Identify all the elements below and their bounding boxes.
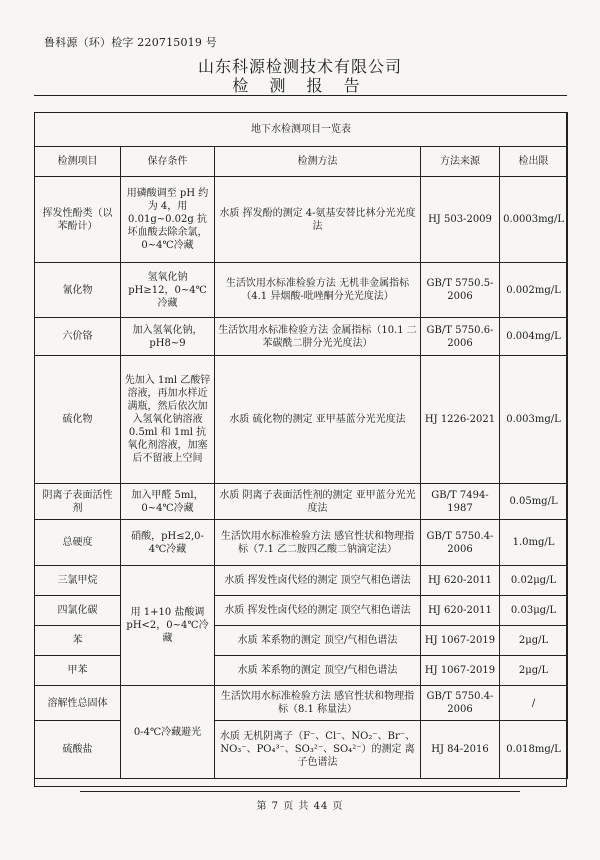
item-cell: 硫化物 [35,356,121,484]
source-cell: HJ 1226-2021 [421,356,500,484]
company-name: 山东科源检测技术有限公司 [197,57,402,76]
table-caption: 地下水检测项目一览表 [35,113,568,147]
method-cell: 生活饮用水标准检验方法 感官性状和物理指标（8.1 称量法） [215,686,421,721]
source-cell: HJ 503-2009 [421,177,500,263]
condition-cell: 用磷酸调至 pH 约为 4，用 0.01g~0.02g 抗坏血酸去除余氯，0~4℃冷藏 [121,177,215,263]
method-cell: 水质 无机阴离子（F⁻、Cl⁻、NO₂⁻、Br⁻、NO₃⁻、PO₄³⁻、SO₃²⁻、SO₄²⁻）的测定 离子色谱法 [215,721,421,779]
table-row [35,626,568,656]
limit-cell: 0.004mg/L [500,318,568,356]
col-header-source: 方法来源 [421,147,500,177]
table-row [35,356,568,484]
limit-cell: 2μg/L [500,656,568,686]
condition-cell: 加入甲醛 5ml，0~4℃冷藏 [121,484,215,520]
method-cell: 水质 阴离子表面活性剂的测定 亚甲蓝分光光度法 [215,484,421,520]
source-cell: GB/T 5750.4-2006 [421,686,500,721]
limit-cell: 2μg/L [500,626,568,656]
condition-cell-merged: 0-4℃冷藏避光 [121,686,215,779]
table-row [35,520,568,566]
source-cell: HJ 1067-2019 [421,626,500,656]
col-header-item: 检测项目 [35,147,121,177]
table-row [35,263,568,318]
source-cell: GB/T 7494-1987 [421,484,500,520]
item-cell: 四氯化碳 [35,596,121,626]
source-cell: HJ 1067-2019 [421,656,500,686]
test-items-table [34,112,568,779]
table-header-row [35,147,568,177]
item-cell: 阴离子表面活性剂 [35,484,121,520]
source-cell: GB/T 5750.5-2006 [421,263,500,318]
title-divider [34,95,567,96]
condition-cell-merged: 用 1+10 盐酸调 pH<2，0~4℃冷藏 [121,566,215,686]
col-header-limit: 检出限 [500,147,568,177]
source-cell: HJ 620-2011 [421,566,500,596]
limit-cell: 0.02μg/L [500,566,568,596]
method-cell: 水质 苯系物的测定 顶空/气相色谱法 [215,656,421,686]
table-row [35,484,568,520]
method-cell: 水质 硫化物的测定 亚甲基蓝分光光度法 [215,356,421,484]
limit-cell: 0.002mg/L [500,263,568,318]
method-cell: 水质 挥发酚的测定 4-氨基安替比林分光光度法 [215,177,421,263]
col-header-method: 检测方法 [215,147,421,177]
item-cell: 苯 [35,626,121,656]
table-row [35,596,568,626]
table-row [35,177,568,263]
condition-cell: 加入氢氧化钠，pH8~9 [121,318,215,356]
limit-cell: 0.018mg/L [500,721,568,779]
source-cell: GB/T 5750.4-2006 [421,520,500,566]
source-cell: HJ 620-2011 [421,596,500,626]
item-cell: 三氯甲烷 [35,566,121,596]
item-cell: 溶解性总固体 [35,686,121,721]
footer-divider [80,791,520,792]
table-row [35,318,568,356]
item-cell: 甲苯 [35,656,121,686]
item-cell: 六价铬 [35,318,121,356]
limit-cell: 0.0003mg/L [500,177,568,263]
item-cell: 氰化物 [35,263,121,318]
method-cell: 水质 苯系物的测定 顶空/气相色谱法 [215,626,421,656]
method-cell: 水质 挥发性卤代烃的测定 顶空气相色谱法 [215,566,421,596]
table-row [35,721,568,779]
item-cell: 硫酸盐 [35,721,121,779]
table-row [35,566,568,596]
method-cell: 生活饮用水标准检验方法 感官性状和物理指标（7.1 乙二胺四乙酸二钠滴定法） [215,520,421,566]
condition-cell: 硝酸，pH≤2,0-4℃冷藏 [121,520,215,566]
col-header-condition: 保存条件 [121,147,215,177]
page-number: 第 7 页 共 44 页 [256,801,344,812]
limit-cell: / [500,686,568,721]
limit-cell: 0.03μg/L [500,596,568,626]
table-row [35,686,568,721]
item-cell: 挥发性酚类（以苯酚计） [35,177,121,263]
source-cell: HJ 84-2016 [421,721,500,779]
method-cell: 生活饮用水标准检验方法 无机非金属指标（4.1 异烟酸-吡唑酮分光光度法） [215,263,421,318]
limit-cell: 1.0mg/L [500,520,568,566]
condition-cell: 先加入 1ml 乙酸锌溶液，再加水样近满瓶，然后依次加入氢氧化钠溶液 0.5ml 和 1ml 抗氧化剂溶液，加塞后不留液上空间 [121,356,215,484]
limit-cell: 0.05mg/L [500,484,568,520]
report-title: 检 测 报 告 [232,76,368,95]
method-cell: 水质 挥发性卤代烃的测定 顶空气相色谱法 [215,596,421,626]
method-cell: 生活饮用水标准检验方法 金属指标（10.1 二苯碳酰二肼分光光度法） [215,318,421,356]
report-number: 鲁科源（环）检字 220715019 号 [44,36,217,49]
condition-cell: 氢氧化钠 pH≥12，0~4℃冷藏 [121,263,215,318]
table-caption-row [35,113,568,147]
limit-cell: 0.003mg/L [500,356,568,484]
item-cell: 总硬度 [35,520,121,566]
source-cell: GB/T 5750.6-2006 [421,318,500,356]
table-row [35,656,568,686]
